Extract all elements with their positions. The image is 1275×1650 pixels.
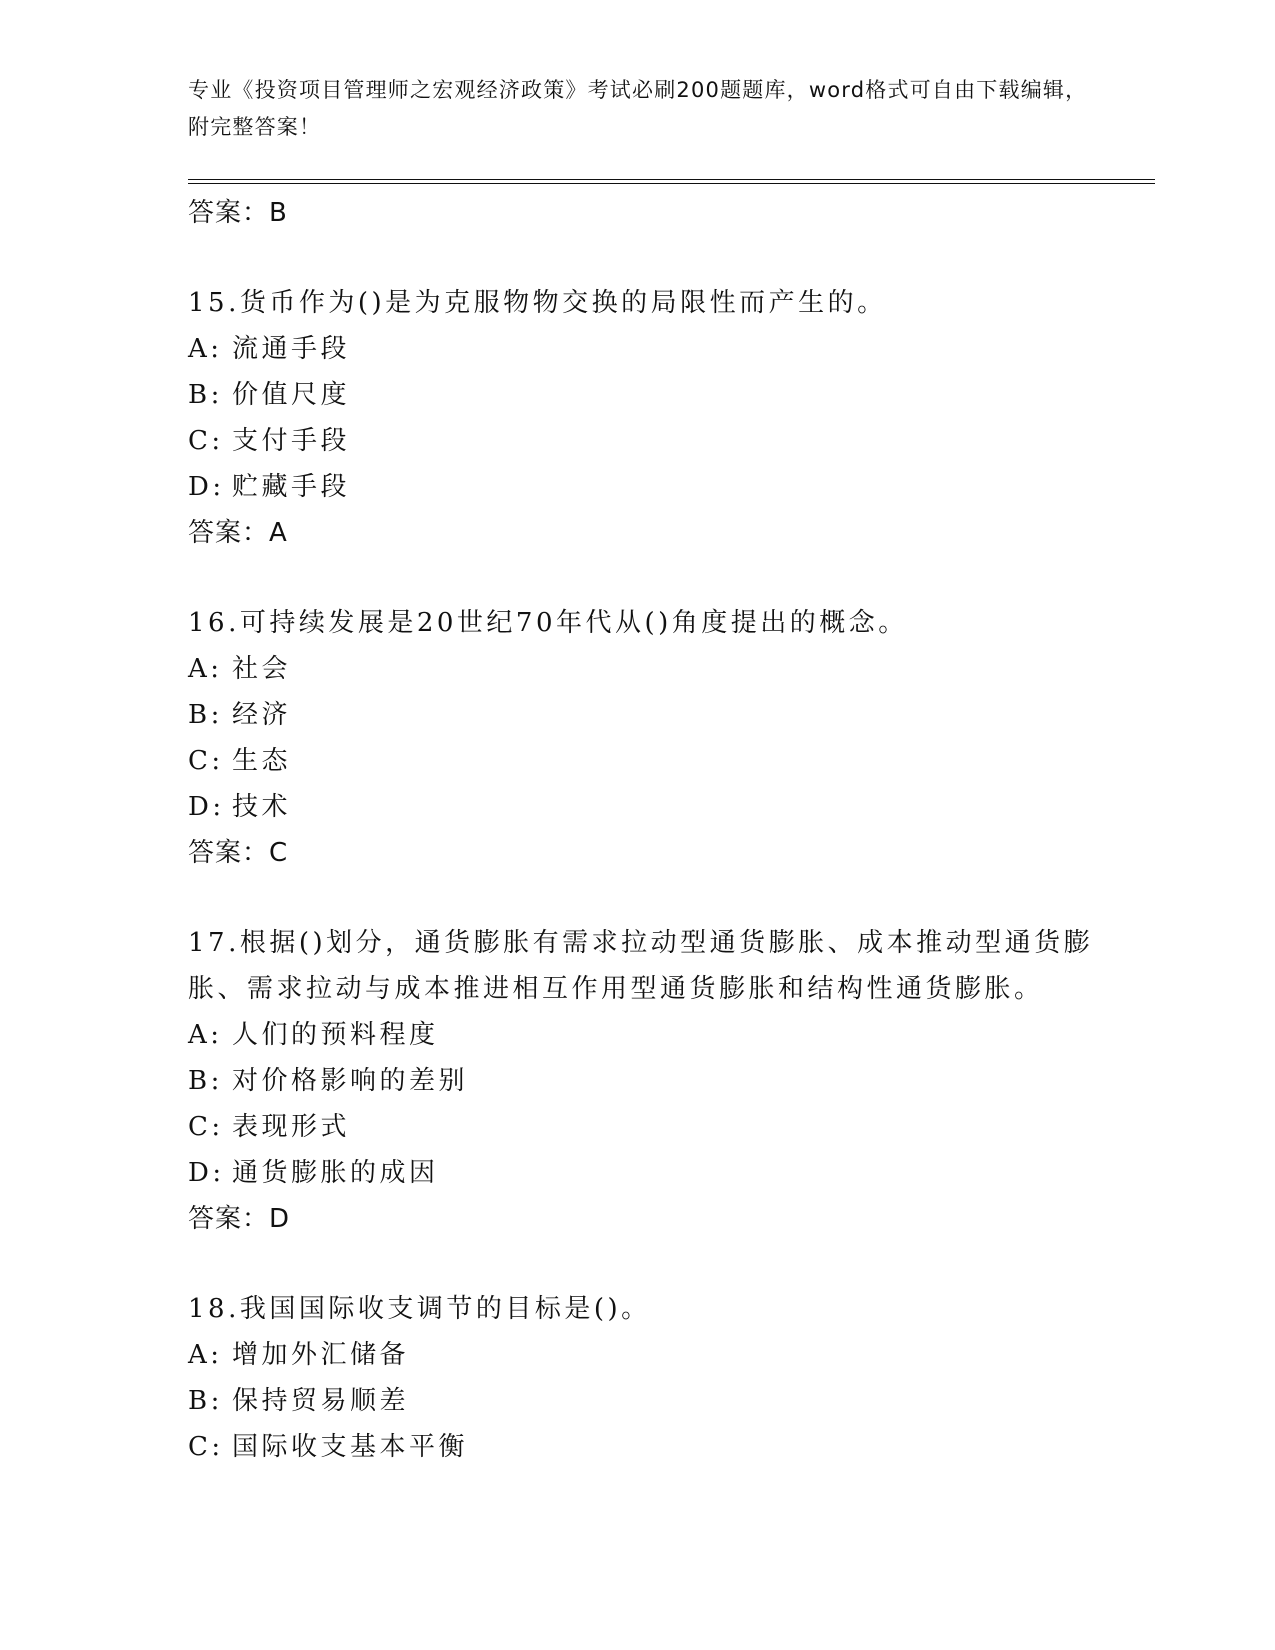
option-c: [188, 1104, 1108, 1150]
option-list: [188, 1332, 1108, 1470]
option-text: 流通手段: [232, 334, 351, 364]
option-list: [188, 1012, 1108, 1196]
option-letter: D:: [188, 792, 225, 822]
option-letter: B:: [188, 380, 223, 410]
question-stem: 16.可持续发展是20世纪70年代从()角度提出的概念。: [188, 608, 908, 638]
option-b: [188, 1058, 1108, 1104]
option-letter: A:: [188, 1340, 223, 1370]
option-text: 社会: [232, 654, 292, 684]
option-a: [188, 646, 1108, 692]
answer-line: 答案：C: [188, 838, 289, 868]
answer-line: 答案：A: [188, 518, 288, 548]
option-a: [188, 326, 1108, 372]
option-c: [188, 1424, 1108, 1470]
question-16: [188, 600, 1108, 876]
question-list: [188, 190, 1108, 1514]
option-letter: D:: [188, 472, 225, 502]
option-letter: A:: [188, 334, 223, 364]
option-c: [188, 418, 1108, 464]
option-text: 保持贸易顺差: [232, 1386, 410, 1416]
option-letter: D:: [188, 1158, 225, 1188]
option-letter: B:: [188, 1386, 223, 1416]
option-b: [188, 372, 1108, 418]
option-b: [188, 692, 1108, 738]
answer-line: 答案：D: [188, 1204, 291, 1234]
option-d: [188, 784, 1108, 830]
option-text: 价值尺度: [232, 380, 351, 410]
header-rule-top: [188, 179, 1155, 180]
question-15: [188, 280, 1108, 556]
option-letter: B:: [188, 700, 223, 730]
option-d: [188, 464, 1108, 510]
option-text: 通货膨胀的成因: [232, 1158, 439, 1188]
option-d: [188, 1150, 1108, 1196]
header-rule-bottom: [188, 183, 1155, 184]
question-stem: 15.货币作为()是为克服物物交换的局限性而产生的。: [188, 288, 887, 318]
option-text: 支付手段: [232, 426, 351, 456]
question-17: [188, 920, 1108, 1242]
option-text: 人们的预料程度: [232, 1020, 439, 1050]
option-text: 技术: [232, 792, 292, 822]
option-text: 经济: [232, 700, 292, 730]
option-letter: B:: [188, 1066, 223, 1096]
answer-line: 答案：B: [188, 198, 288, 228]
option-a: [188, 1012, 1108, 1058]
option-list: [188, 646, 1108, 830]
option-list: [188, 326, 1108, 510]
option-text: 生态: [232, 746, 292, 776]
option-a: [188, 1332, 1108, 1378]
option-b: [188, 1378, 1108, 1424]
option-letter: C:: [188, 1432, 224, 1462]
option-letter: C:: [188, 746, 224, 776]
option-text: 对价格影响的差别: [232, 1066, 469, 1096]
option-text: 国际收支基本平衡: [232, 1432, 469, 1462]
document-header: 专业《投资项目管理师之宏观经济政策》考试必刷200题题库，word格式可自由下载编辑，附完整答案！: [188, 78, 1088, 139]
option-letter: A:: [188, 1020, 223, 1050]
option-c: [188, 738, 1108, 784]
option-text: 表现形式: [232, 1112, 351, 1142]
option-letter: A:: [188, 654, 223, 684]
question-stem: 18.我国国际收支调节的目标是()。: [188, 1294, 651, 1324]
option-letter: C:: [188, 426, 224, 456]
option-letter: C:: [188, 1112, 224, 1142]
question-18: [188, 1286, 1108, 1470]
option-text: 贮藏手段: [232, 472, 351, 502]
option-text: 增加外汇储备: [232, 1340, 410, 1370]
question-stem: 17.根据()划分，通货膨胀有需求拉动型通货膨胀、成本推动型通货膨胀、需求拉动与成本推进相互作用型通货膨胀和结构性通货膨胀。: [188, 928, 1094, 1004]
